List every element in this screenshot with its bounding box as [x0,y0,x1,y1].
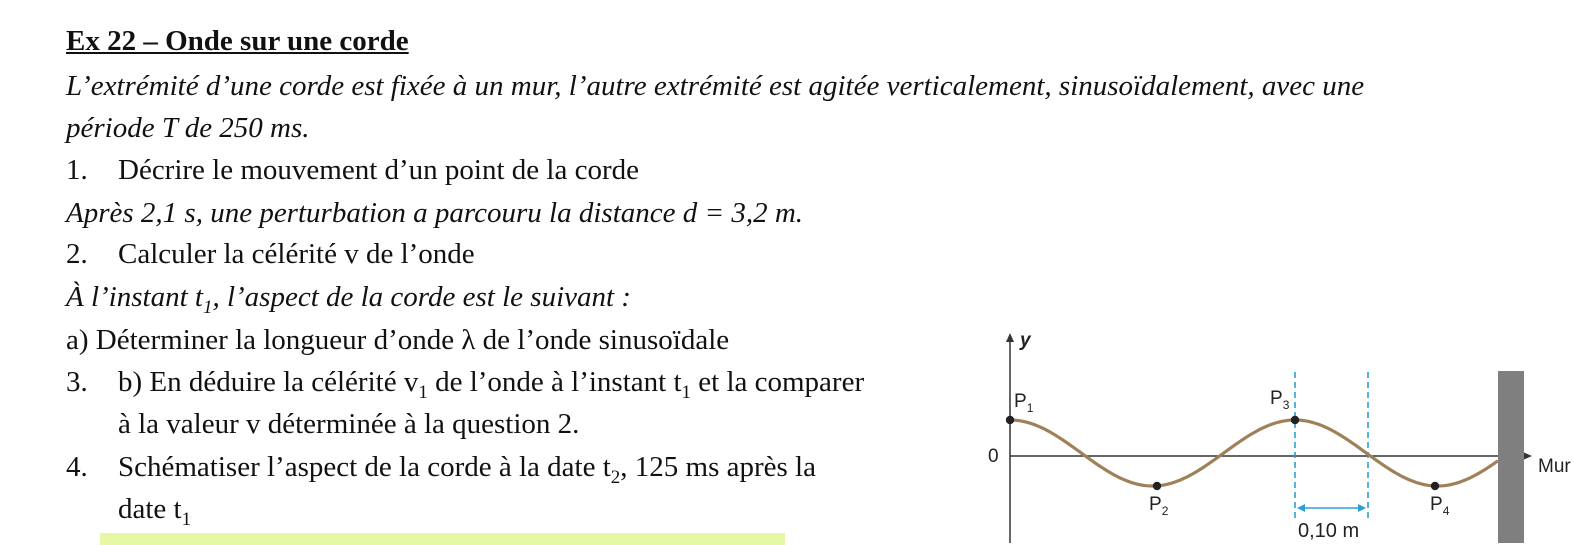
text-part: b) En déduire la célérité v [118,366,419,398]
intro-line-2: période T de 250 ms. [66,112,310,144]
label-p2: $P_2$ [1149,494,1169,518]
wall-label: Mur [1538,456,1571,477]
label-p1: $P_1$ [1014,391,1034,415]
question-text: Calculer la célérité v de l’onde [118,238,475,270]
text-part: , l’aspect de la corde est le suivant : [212,281,631,313]
label-p3: $P_3$ [1270,388,1290,412]
text-part: et la comparer [691,366,865,398]
distance-arrow-left [1297,504,1305,512]
question-3-line-2: à la valeur v déterminée à la question 2. [118,408,580,440]
label-p4: $P_4$ [1430,494,1450,518]
question-number: 1. [66,154,88,186]
distance-label: 0,10 m [1298,520,1360,542]
distance-arrow-right [1358,504,1366,512]
x-axis-arrow [1523,452,1532,460]
subscript: 1 [418,381,428,403]
text-part: de l’onde à l’instant t [427,366,682,398]
point-p1 [1006,416,1014,424]
point-p4 [1431,482,1439,490]
text-part: date t [118,493,182,525]
wall [1498,371,1524,543]
rope-wave [1010,420,1498,486]
text-part: , 125 ms après la [620,451,816,483]
question-number: 4. [66,451,88,483]
subscript: 1 [681,381,692,403]
text-part: À l’instant t [66,281,203,313]
y-axis-label: y [1020,330,1031,351]
origin-label: 0 [988,446,999,467]
y-axis-arrow [1006,333,1014,342]
exercise-title: Ex 22 – Onde sur une corde [66,25,409,57]
question-number: 3. [66,366,88,398]
question-a: a) Déterminer la longueur d’onde λ de l’onde sinusoïdale [66,324,730,356]
subscript: 2 [610,466,621,488]
point-p2 [1153,482,1161,490]
question-text: Décrire le mouvement d’un point de la corde [118,154,639,186]
given-distance: Après 2,1 s, une perturbation a parcouru la distance d = 3,2 m. [66,197,804,229]
intro-line-1: L’extrémité d’une corde est fixée à un mur, l’autre extrémité est agitée verticalement, sinusoïdalement, avec une [66,70,1365,102]
subscript: 1 [181,508,192,530]
subscript: 1 [202,296,213,318]
point-p3 [1291,416,1299,424]
text-part: Schématiser l’aspect de la corde à la date t [118,451,611,483]
question-number: 2. [66,238,88,270]
